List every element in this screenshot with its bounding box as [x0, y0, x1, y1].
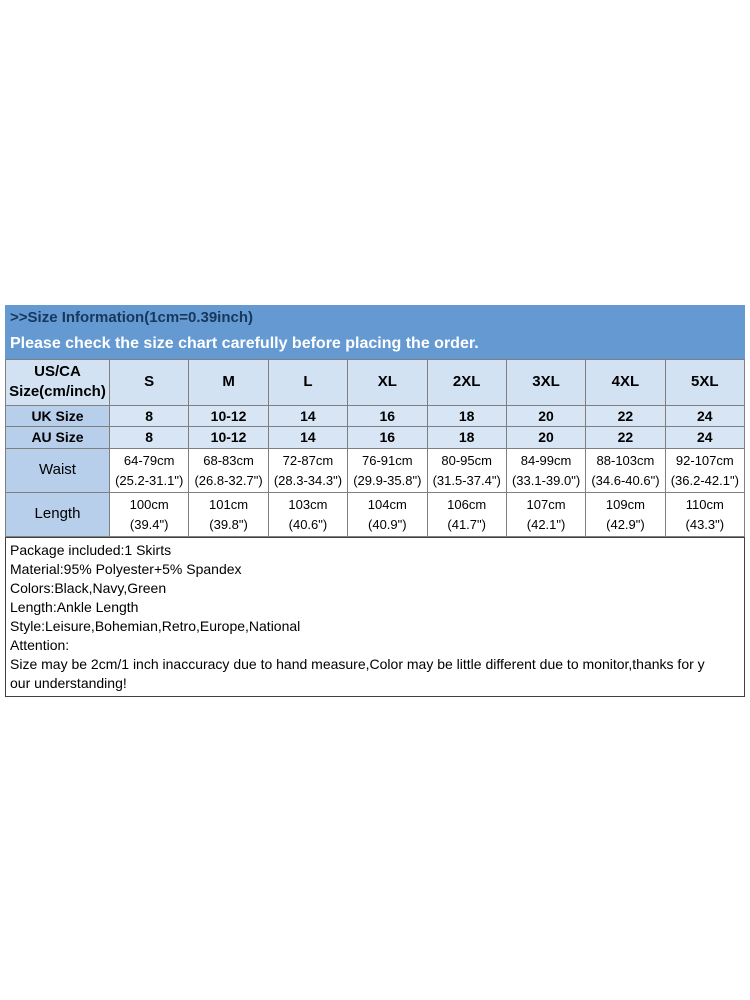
size-value-cell: 20 — [506, 427, 585, 449]
corner-header-cell: US/CA Size(cm/inch) — [6, 360, 110, 406]
notice-text: Please check the size chart carefully before placing the order. — [10, 335, 479, 352]
size-value-cell: 101cm (39.8") — [189, 493, 268, 537]
row-label-cell: UK Size — [6, 405, 110, 427]
size-column-header-4xl: 4XL — [586, 360, 665, 406]
size-value-cell: 110cm (43.3") — [665, 493, 744, 537]
size-column-header-2xl: 2XL — [427, 360, 506, 406]
size-column-header-s: S — [110, 360, 189, 406]
size-value-cell: 14 — [268, 427, 347, 449]
table-row-length — [6, 493, 745, 537]
detail-line: Size may be 2cm/1 inch inaccuracy due to hand measure,Color may be little different due to monitor,thanks for y — [10, 656, 705, 673]
size-value-cell: 24 — [665, 405, 744, 427]
size-value-cell: 8 — [110, 427, 189, 449]
row-label-cell: Waist — [6, 449, 110, 493]
size-value-cell: 76-91cm (29.9-35.8") — [348, 449, 427, 493]
size-chart-table — [5, 359, 745, 537]
size-column-header-l: L — [268, 360, 347, 406]
row-label-cell: Length — [6, 493, 110, 537]
size-value-cell: 22 — [586, 405, 665, 427]
detail-line: Package included:1 Skirts — [10, 542, 172, 559]
size-value-cell: 24 — [665, 427, 744, 449]
size-information-banner — [5, 305, 745, 330]
size-value-cell: 100cm (39.4") — [110, 493, 189, 537]
table-row-au-size — [6, 427, 745, 449]
size-value-cell: 64-79cm (25.2-31.1") — [110, 449, 189, 493]
row-label-cell: AU Size — [6, 427, 110, 449]
size-column-header-xl: XL — [348, 360, 427, 406]
detail-line: Material:95% Polyester+5% Spandex — [10, 561, 242, 578]
detail-line: Length:Ankle Length — [10, 599, 139, 616]
size-value-cell: 72-87cm (28.3-34.3") — [268, 449, 347, 493]
size-value-cell: 106cm (41.7") — [427, 493, 506, 537]
size-value-cell: 14 — [268, 405, 347, 427]
size-value-cell: 80-95cm (31.5-37.4") — [427, 449, 506, 493]
size-value-cell: 84-99cm (33.1-39.0") — [506, 449, 585, 493]
size-value-cell: 10-12 — [189, 427, 268, 449]
size-chart-content — [5, 0, 745, 697]
detail-line: Attention: — [10, 637, 70, 654]
table-row-waist — [6, 449, 745, 493]
size-value-cell: 22 — [586, 427, 665, 449]
product-details — [5, 537, 745, 697]
size-information-text: >>Size Information(1cm=0.39inch) — [10, 309, 253, 326]
size-column-header-3xl: 3XL — [506, 360, 585, 406]
size-value-cell: 104cm (40.9") — [348, 493, 427, 537]
size-value-cell: 8 — [110, 405, 189, 427]
size-value-cell: 18 — [427, 427, 506, 449]
size-value-cell: 107cm (42.1") — [506, 493, 585, 537]
size-value-cell: 88-103cm (34.6-40.6") — [586, 449, 665, 493]
table-header-row — [6, 360, 745, 406]
size-value-cell: 92-107cm (36.2-42.1") — [665, 449, 744, 493]
detail-line: Style:Leisure,Bohemian,Retro,Europe,National — [10, 618, 301, 635]
size-value-cell: 16 — [348, 427, 427, 449]
size-value-cell: 16 — [348, 405, 427, 427]
size-column-header-5xl: 5XL — [665, 360, 744, 406]
size-value-cell: 109cm (42.9") — [586, 493, 665, 537]
detail-line: our understanding! — [10, 675, 127, 692]
table-row-uk-size — [6, 405, 745, 427]
size-value-cell: 20 — [506, 405, 585, 427]
size-value-cell: 18 — [427, 405, 506, 427]
notice-banner — [5, 330, 745, 359]
size-value-cell: 10-12 — [189, 405, 268, 427]
size-column-header-m: M — [189, 360, 268, 406]
size-value-cell: 103cm (40.6") — [268, 493, 347, 537]
detail-line: Colors:Black,Navy,Green — [10, 580, 167, 597]
size-value-cell: 68-83cm (26.8-32.7") — [189, 449, 268, 493]
